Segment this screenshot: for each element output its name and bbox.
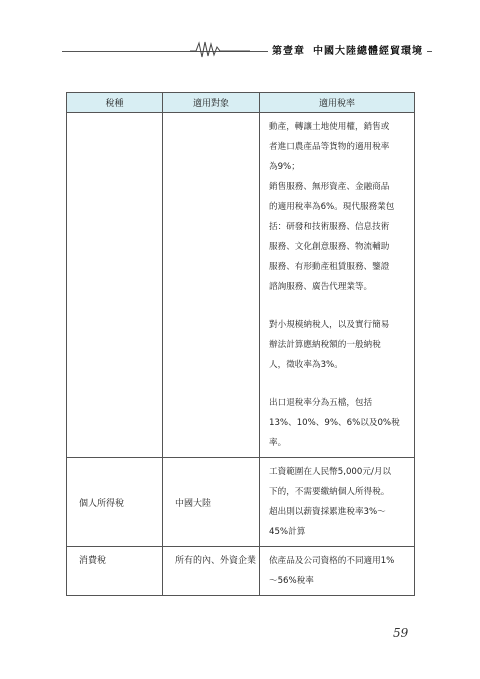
table-row [67,547,415,596]
header-target: 適用對象 [163,93,260,113]
rate-line: ～56%稅率 [269,576,314,586]
rate-line: 銷售服務、無形資產、金融商品 [269,182,390,192]
rate-line: 出口退稅率分為五檔，包括 [269,398,373,408]
rate-line: 者進口農產品等貨物的適用稅率 [269,142,390,152]
rate-line: 13%、10%、9%、6%以及0%稅 [269,418,400,428]
rate-line: 服務、文化創意服務、物流輔助 [269,242,390,252]
rate-line: 工資範圍在人民幣5,000元/月以 [269,467,392,477]
rate-line: 為9%； [269,162,300,172]
tax-type-cell [67,113,163,458]
rate-line: 率。 [269,438,287,448]
chapter-title: 中國大陸總體經貿環境 [313,46,423,57]
chapter-heading [268,42,427,56]
rate-line: 對小規模納稅人，以及實行簡易 [269,320,390,330]
tax-type-cell: 個人所得稅 [67,458,163,547]
rate-line: 的適用稅率為6%。現代服務業包 [269,202,395,212]
table-header-row [67,93,415,113]
rate-line: 下的，不需要繳納個人所得稅。 [269,487,390,497]
heartbeat-wave-icon [190,38,250,60]
page-number: 59 [393,626,409,640]
target-cell: 所有的內、外資企業 [163,547,260,596]
rate-line: 45%計算 [269,527,306,537]
header-tax-type: 稅種 [67,93,163,113]
table-row [67,458,415,547]
rate-line: 依產品及公司資格的不同適用1% [269,556,395,566]
rate-line: 人，徵收率為3%。 [269,360,343,370]
target-cell [163,113,260,458]
rate-line: 諮詢服務、廣告代理業等。 [269,282,373,292]
chapter-number: 第壹章 [272,46,305,57]
header-rate: 適用稅率 [260,93,415,113]
tax-type-cell: 消費稅 [67,547,163,596]
table-row [67,113,415,458]
rate-line: 服務、有形動產租賃服務、鑒證 [269,262,390,272]
rate-line: 超出則以薪資採累進稅率3%～ [269,507,386,517]
tax-rate-table [66,92,415,596]
rate-line: 括：研發和技術服務、信息技術 [269,222,390,232]
rate-line: 動產，轉讓土地使用權，銷售或 [269,122,390,132]
rate-line: 辦法計算應納稅額的一般納稅 [269,340,381,350]
rate-cell [260,113,415,458]
rate-cell [260,547,415,596]
target-cell: 中國大陸 [163,458,260,547]
rate-cell [260,458,415,547]
